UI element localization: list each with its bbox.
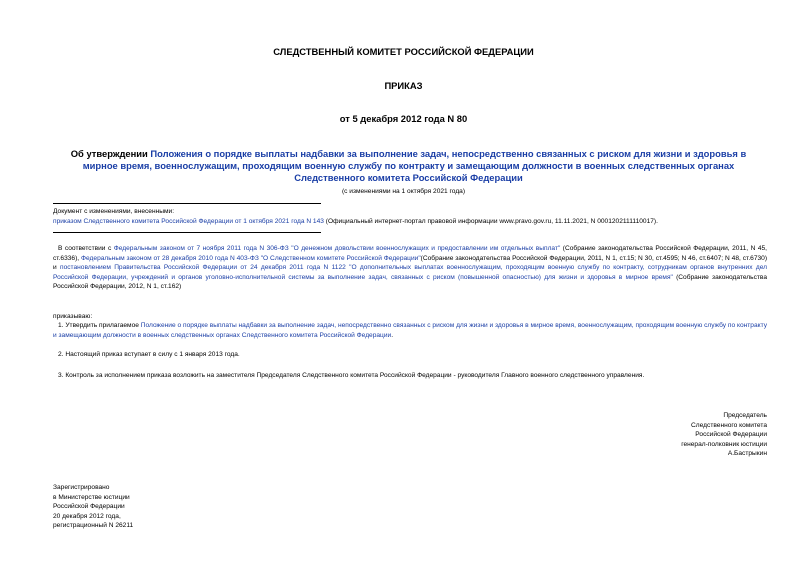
regulation-link[interactable]: Положение о порядке выплаты надбавки за выполнение задач, непосредственно связанных с риском для жизни и здоровья в мирное время, военнослужащим, проходящим военную службу по контракту и замещающим должности в военных следственных органах Следственного комитета Российской Федерации <box>53 322 767 339</box>
registration-line: Зарегистрировано <box>53 484 110 491</box>
resolution-1122-link[interactable]: постановлением Правительства Российской Федерации от 24 декабря 2011 года N 1122 "О дополнительных выплатах военнослужащим, проходящим военную службу по контракту, сотрудникам органов внутренних дел Российской Федерации, учреждений и органов уголовно-исполнительной системы за выполнение задач, связанных с риском (повышенной опасностью) для жизни и здоровья в мирное время" <box>53 264 767 281</box>
signatory-name: А.Бастрыкин <box>727 450 767 458</box>
title-prefix: Об утверждении <box>70 148 151 159</box>
item-2: 2. Настоящий приказ вступает в силу с 1 января 2013 года. <box>58 351 240 358</box>
amendment-source: (Официальный интернет-портал правовой информации www.pravo.gov.ru, 11.11.2021, N 0001202111110017). <box>323 217 658 225</box>
preamble-paragraph <box>53 244 767 292</box>
signature-block <box>560 411 767 459</box>
changes-note: (с изменениями на 1 октября 2021 года) <box>341 188 466 195</box>
registration-line: в Министерстве юстиции <box>53 493 130 501</box>
preamble-text-3: (Собрание законодательства Российской Федерации, 2011, N 1, ст.15; N 30, ст.4595; N 46, ст.6407; N 48, ст.6730) и <box>53 254 768 272</box>
issuing-authority: СЛЕДСТВЕННЫЙ КОМИТЕТ РОССИЙСКОЙ ФЕДЕРАЦИИ <box>273 46 534 57</box>
title-regulation-link[interactable]: Положения о порядке выплаты надбавки за выполнение задач, непосредственно связанных с риском для жизни и здоровья в мирное время, военнослужащим, проходящим военную службу по контракту и замещающим должности в военных следственных органах Следственного комитета Российской Федерации <box>82 148 747 183</box>
amendment-order-link[interactable]: приказом Следственного комитета Российской Федерации от 1 октября 2021 года N 143 <box>53 217 324 225</box>
preamble-text-4: (Собрание законодательства Российской Федерации, 2012, N 1, ст.162) <box>53 273 767 291</box>
signature-line: Следственного комитета <box>691 421 767 429</box>
item-1 <box>53 321 767 340</box>
document-date-number: от 5 декабря 2012 года N 80 <box>339 113 468 124</box>
registration-date: 20 декабря 2012 года, <box>53 512 121 520</box>
document-title <box>55 148 762 184</box>
law-403-fz-link[interactable]: Федеральным законом от 28 декабря 2010 года N 403-ФЗ "О Следственном комитете Российской Федерации" <box>81 254 421 262</box>
divider-bottom <box>53 232 321 233</box>
amendments-block <box>53 207 767 226</box>
item-1-suffix: . <box>391 331 394 339</box>
preamble-text-2: (Собрание законодательства Российской Федерации, 2011, N 45, ст.6336), <box>53 245 767 262</box>
divider-top <box>53 203 321 204</box>
item-3: 3. Контроль за исполнением приказа возложить на заместителя Председателя Следственного комитета Российской Федерации - руководителя Главного военного следственного управления. <box>58 372 645 379</box>
preamble-text-1: В соответствии с <box>58 245 114 252</box>
registration-line: Российской Федерации <box>53 503 125 511</box>
signature-line: Российской Федерации <box>695 431 767 439</box>
signature-line: генерал-полковник юстиции <box>681 440 767 448</box>
amendments-label: Документ с изменениями, внесенными: <box>53 208 175 215</box>
registration-number: регистрационный N 26211 <box>53 522 134 530</box>
signature-line: Председатель <box>723 412 767 419</box>
law-306-fz-link[interactable]: Федеральным законом от 7 ноября 2011 года N 306-ФЗ "О денежном довольствии военнослужащих и предоставлении им отдельных выплат" <box>113 245 561 252</box>
registration-block <box>53 483 273 531</box>
document-type: ПРИКАЗ <box>384 80 423 91</box>
item-1-prefix: 1. Утвердить прилагаемое <box>58 322 141 329</box>
order-word: приказываю: <box>53 313 93 320</box>
